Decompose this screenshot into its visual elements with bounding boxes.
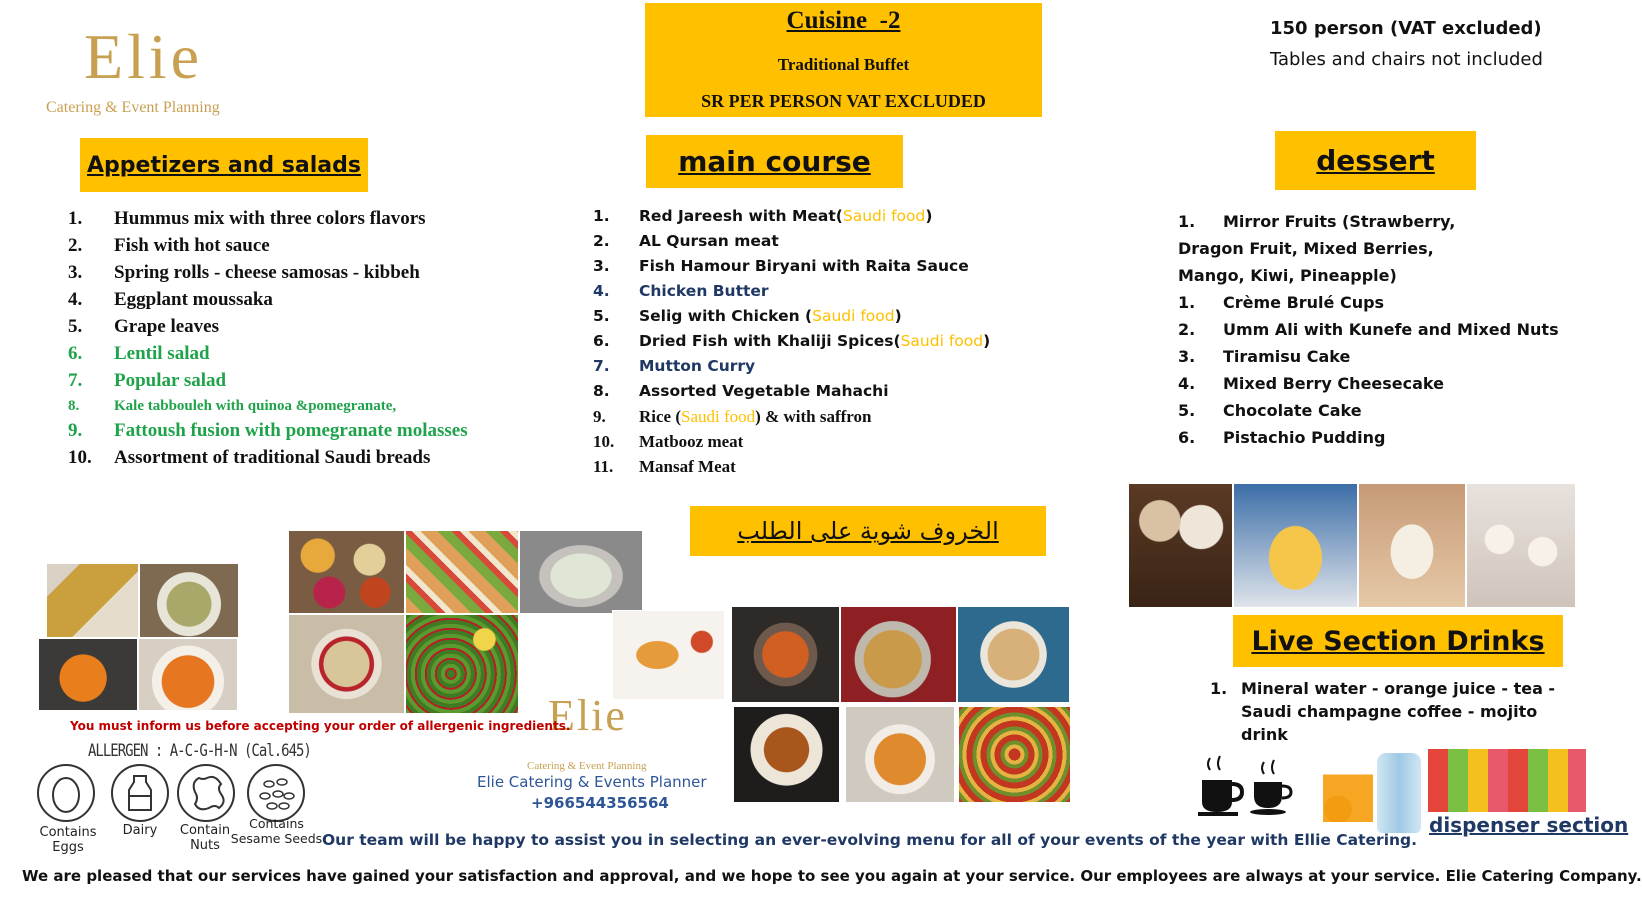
appetizer-photo-tomato-soup (138, 638, 238, 711)
list-item: 9. Fattoush fusion with pomegranate molasses (68, 420, 468, 441)
appetizer-photo-pumpkin-soup (38, 638, 138, 711)
appetizer-photo-tabbouleh (405, 614, 519, 714)
list-item: 5. Chocolate Cake (1178, 401, 1362, 420)
main-photo-vegetable-mahachi (958, 706, 1071, 803)
allergen-label-nuts: Contain Nuts (179, 823, 231, 853)
header-box (645, 3, 1042, 117)
tables-note: Tables and chairs not included (1270, 49, 1543, 70)
list-item: 9. Rice (Saudi food) & with saffron (593, 407, 872, 426)
coffee-cup-icon (1198, 754, 1246, 818)
main-photo-chicken-rice (957, 606, 1070, 703)
list-item: 8. Kale tabbouleh with quinoa &pomegranate, (68, 398, 397, 414)
dessert-photo-panna-cotta (1358, 483, 1466, 608)
main-course-heading: main course (646, 135, 903, 188)
allergen-label-sesame: Contains Sesame Seeds (230, 816, 323, 846)
drinks-photo-water-bottle (1376, 752, 1422, 834)
dessert-photo-tiramisu-cups (1128, 483, 1233, 608)
list-item: 6. Dried Fish with Khaliji Spices(Saudi food) (593, 332, 991, 350)
dessert-photo-mango-pudding (1233, 483, 1358, 608)
logo-tagline: Catering & Event Planning (46, 99, 220, 116)
price-note: SR PER PERSON VAT EXCLUDED (701, 91, 986, 111)
list-item: 4. Eggplant moussaka (68, 289, 273, 310)
drinks-list (1210, 677, 1570, 746)
dispenser-section-label: dispenser section (1429, 813, 1629, 837)
list-item-continued: Dragon Fruit, Mixed Berries, (1178, 239, 1434, 258)
appetizer-photo-fattoush (405, 530, 519, 614)
list-item: 2. Fish with hot sauce (68, 235, 270, 256)
list-item: 10. Matbooz meat (593, 432, 744, 451)
list-item: 1. Red Jareesh with Meat(Saudi food) (593, 207, 933, 225)
list-item: 3. Spring rolls - cheese samosas - kibbeh (68, 262, 420, 283)
persons-note: 150 person (VAT excluded) (1270, 18, 1542, 39)
list-item: 1. Mirror Fruits (Strawberry, (1178, 212, 1456, 231)
page-subtitle: Traditional Buffet (777, 55, 910, 74)
list-item: 8. Assorted Vegetable Mahachi (593, 382, 889, 400)
tea-cup-icon (1250, 760, 1294, 816)
list-item-continued: Saudi champagne coffee - mojito (1241, 702, 1538, 721)
allergen-label-eggs: Contains Eggs (39, 825, 97, 855)
lamb-on-demand-banner: الخروف شوية على الطلب (690, 506, 1046, 556)
list-item: 10. Assortment of traditional Saudi breads (68, 447, 431, 468)
list-item: 3. Tiramisu Cake (1178, 347, 1351, 366)
brand-logo (44, 2, 284, 120)
main-photo-butter-chicken (731, 606, 840, 703)
live-drinks-heading: Live Section Drinks (1233, 615, 1563, 667)
main-photo-roast-chicken (733, 706, 840, 803)
list-item: 4. Mixed Berry Cheesecake (1178, 374, 1444, 393)
appetizer-photo-fried-fish (612, 610, 725, 700)
list-item: 5. Selig with Chicken (Saudi food) (593, 307, 902, 325)
dessert-list (1178, 208, 1588, 451)
assist-message: Our team will be happy to assist you in selecting an ever-evolving menu for all of your events of the year with Ellie Catering. (322, 831, 1418, 849)
dessert-heading: dessert (1275, 131, 1476, 190)
main-photo-biryani (840, 606, 957, 703)
main-photo-mutton-curry (845, 706, 955, 803)
list-item: 6. Pistachio Pudding (1178, 428, 1386, 447)
list-item: 2. Umm Ali with Kunefe and Mixed Nuts (1178, 320, 1559, 339)
allergen-warning: You must inform us before accepting your order of allergenic ingredients. (70, 719, 571, 733)
thanks-message: We are pleased that our services have gained your satisfaction and approval, and we hope to see you again at your service. Our employees are always at your service. Elie Catering Company. (22, 867, 1642, 885)
list-item: 4. Chicken Butter (593, 282, 769, 300)
appetizer-photo-spring-rolls (46, 563, 139, 638)
list-item: 2. AL Qursan meat (593, 232, 779, 250)
main-course-list (593, 207, 1063, 482)
company-name: Elie Catering & Events Planner (477, 773, 707, 791)
egg-icon (37, 764, 95, 822)
company-phone: +966544356564 (531, 794, 669, 812)
list-item-continued: Mango, Kiwi, Pineapple) (1178, 266, 1397, 285)
allergen-code: ALLERGEN : A-C-G-H-N (Cal.645) (88, 741, 311, 761)
list-item: 1. Hummus mix with three colors flavors (68, 208, 426, 229)
appetizer-photo-salad-platter (519, 530, 643, 614)
appetizers-list (68, 208, 538, 474)
page-title: Cuisine -2 (786, 7, 901, 34)
appetizer-photo-moussaka (288, 614, 405, 714)
center-logo-wordmark: Elie (548, 691, 627, 740)
sesame-icon (247, 764, 305, 822)
center-logo-tagline: Catering & Event Planning (527, 760, 647, 772)
appetizer-photo-hummus-mix (288, 530, 405, 614)
dessert-photo-berry-cups (1466, 483, 1576, 608)
list-item: 7. Popular salad (68, 370, 227, 391)
list-item: 5. Grape leaves (68, 316, 220, 337)
allergen-label-dairy: Dairy (122, 823, 158, 838)
list-item: 1. Crème Brulé Cups (1178, 293, 1385, 312)
list-item: 1. Mineral water - orange juice - tea - (1210, 679, 1556, 698)
drinks-photo-mojito (1427, 748, 1587, 813)
list-item-continued: drink (1241, 725, 1288, 744)
logo-wordmark: Elie (84, 21, 204, 92)
list-item: 11. Mansaf Meat (593, 457, 736, 476)
peanut-icon (177, 764, 235, 822)
appetizer-photo-lentil-soup (139, 563, 239, 638)
milk-bottle-icon (111, 764, 169, 822)
appetizers-heading: Appetizers and salads (80, 138, 368, 192)
drinks-photo-orange-juice (1322, 758, 1374, 823)
list-item: 3. Fish Hamour Biryani with Raita Sauce (593, 257, 969, 275)
list-item: 6. Lentil salad (68, 343, 210, 364)
list-item: 7. Mutton Curry (593, 357, 756, 375)
